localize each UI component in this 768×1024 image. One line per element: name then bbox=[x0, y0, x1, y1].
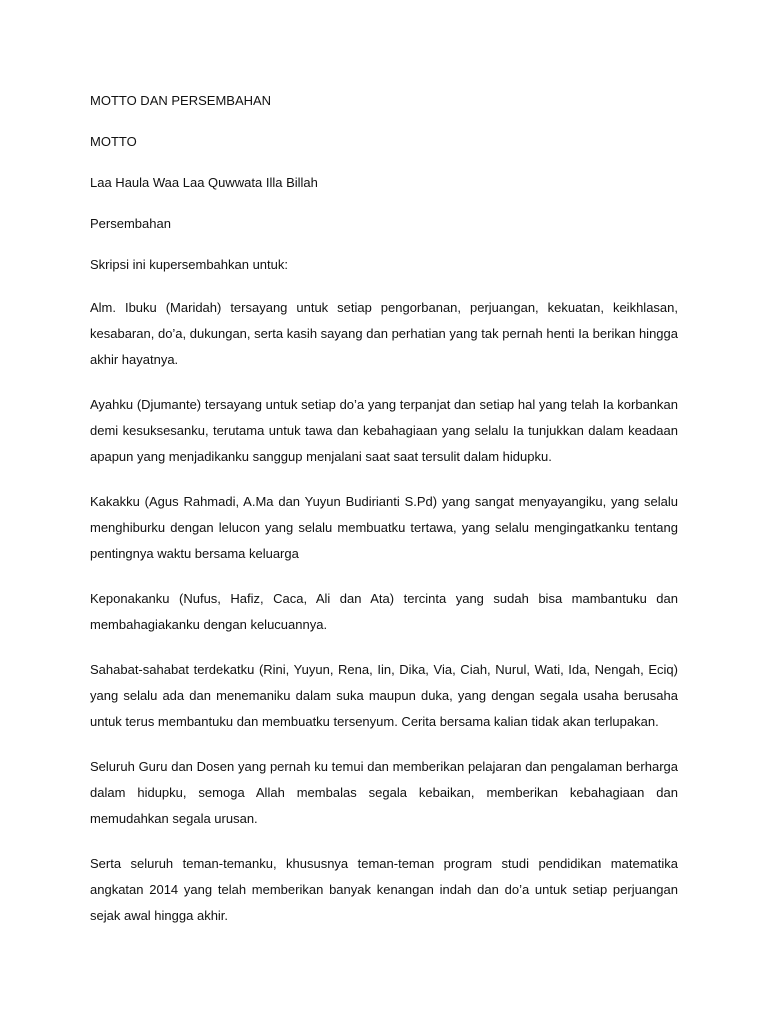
dedication-paragraph-nephews: Keponakanku (Nufus, Hafiz, Caca, Ali dan Ata) tercinta yang sudah bisa mambantuku dan membahagiakanku dengan kelucuannya. bbox=[90, 591, 678, 632]
dedication-paragraph-classmates: Serta seluruh teman-temanku, khususnya teman-teman program studi pendidikan matematika angkatan 2014 yang telah memberikan banyak kenangan indah dan do’a untuk setiap perjuangan sejak awal hingga akhir. bbox=[90, 856, 678, 923]
motto-text: Laa Haula Waa Laa Quwwata Illa Billah bbox=[90, 175, 318, 190]
document-body bbox=[90, 90, 678, 929]
dedication-paragraph-siblings: Kakakku (Agus Rahmadi, A.Ma dan Yuyun Budirianti S.Pd) yang sangat menyayangiku, yang selalu menghiburku dengan lelucon yang selalu membuatku tertawa, yang selalu mengingatkanku tentang pentingnya waktu bersama keluarga bbox=[90, 494, 678, 561]
dedication-paragraph-friends: Sahabat-sahabat terdekatku (Rini, Yuyun, Rena, Iin, Dika, Via, Ciah, Nurul, Wati, Ida, Nengah, Eciq) yang selalu ada dan menemaniku dalam suka maupun duka, yang dengan segala usaha berusaha untuk terus membantuku dan membuatku tersenyum. Cerita bersama kalian tidak akan terlupakan. bbox=[90, 662, 678, 729]
document-heading: MOTTO DAN PERSEMBAHAN bbox=[90, 93, 272, 108]
dedication-paragraph-father: Ayahku (Djumante) tersayang untuk setiap do’a yang terpanjat dan setiap hal yang telah Ia korbankan demi kesuksesanku, terutama untuk tawa dan kebahagiaan yang selalu Ia tunjukkan dalam keadaan apapun yang menjadikanku sanggup menjalani saat saat tersulit dalam hidupku. bbox=[90, 397, 678, 464]
dedication-paragraph-mother: Alm. Ibuku (Maridah) tersayang untuk setiap pengorbanan, perjuangan, kekuatan, keikhlasan, kesabaran, do’a, dukungan, serta kasih sayang dan perhatian yang tak pernah henti Ia berikan hingga akhir hayatnya. bbox=[90, 300, 678, 367]
persembahan-label: Persembahan bbox=[90, 216, 171, 231]
motto-label: MOTTO bbox=[90, 134, 137, 149]
dedication-paragraph-teachers: Seluruh Guru dan Dosen yang pernah ku temui dan memberikan pelajaran dan pengalaman berharga dalam hidupku, semoga Allah membalas segala kebaikan, memberikan kebahagiaan dan memudahkan segala urusan. bbox=[90, 759, 678, 826]
dedication-intro: Skripsi ini kupersembahkan untuk: bbox=[90, 257, 288, 272]
